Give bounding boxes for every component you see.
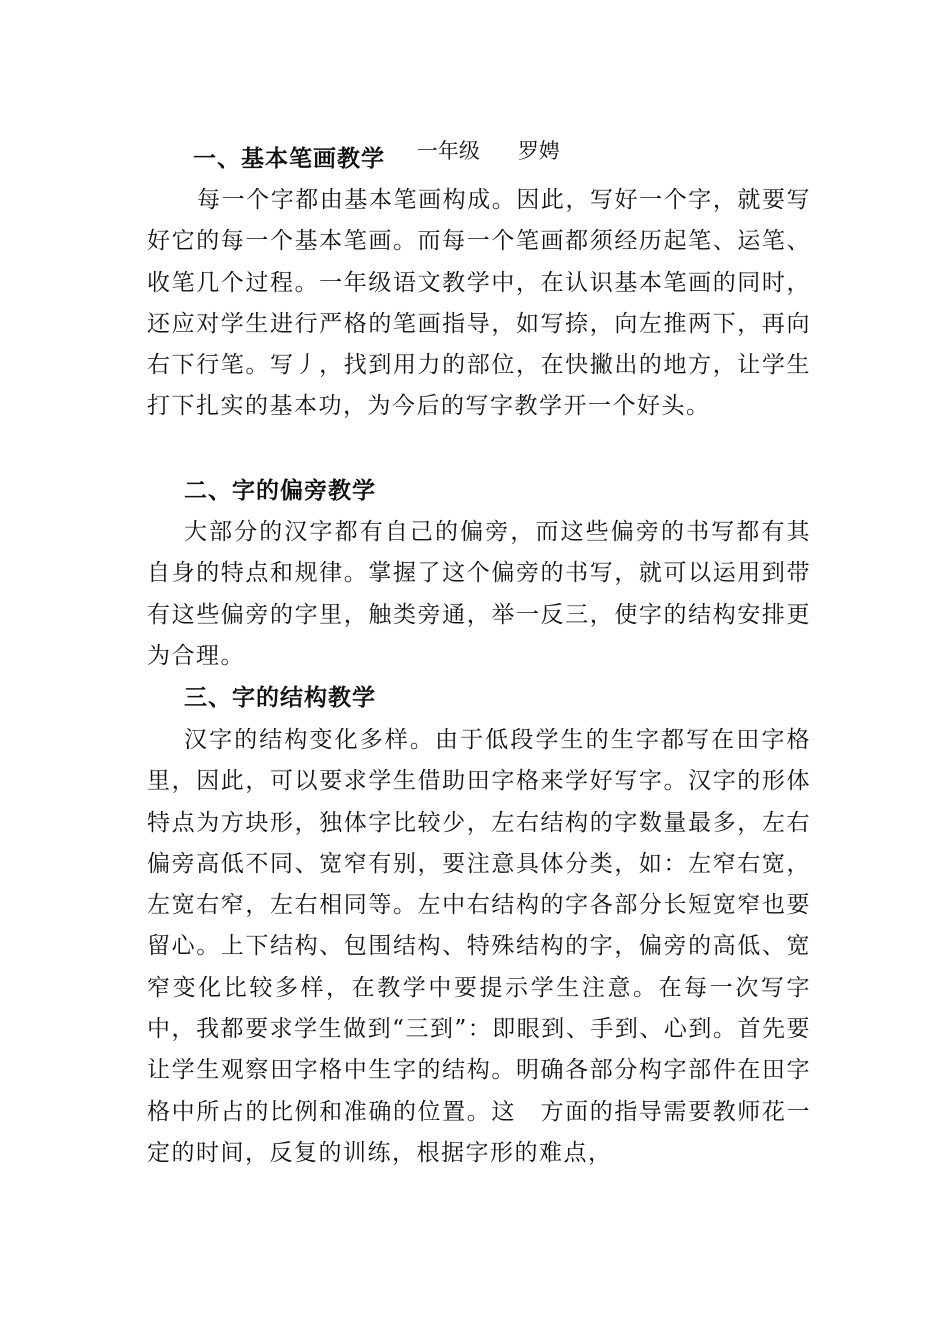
section-heading-1: 一、基本笔画教学 <box>193 146 385 172</box>
section-heading-3: 三、字的结构教学 <box>184 685 376 711</box>
grade-label: 一年级 <box>416 139 480 163</box>
section-heading-2: 二、字的偏旁教学 <box>184 478 376 504</box>
section-body-1: 每一个字都由基本笔画构成。因此，写好一个字，就要写好它的每一个基本笔画。而每一个笔画都须经历起笔、运笔、收笔几个过程。一年级语文教学中，在认识基本笔画的同时，还应对学生进行严格的笔画指导，如写捺，向左推两下，再向右下行笔。写丿，找到用力的部位，在快撇出的地方，让学生打下扎实的基本功，为今后的写字教学开一个好头。 <box>147 187 811 420</box>
section-body-2: 大部分的汉字都有自己的偏旁，而这些偏旁的书写都有其自身的特点和规律。掌握了这个偏旁的书写，就可以运用到带有这些偏旁的字里，触类旁通，举一反三，使字的结构安排更为合理。 <box>147 519 811 669</box>
author-name: 罗娉 <box>517 139 560 163</box>
section-body-3: 汉字的结构变化多样。由于低段学生的生字都写在田字格里，因此，可以要求学生借助田字格来学好写字。汉字的形体特点为方块形，独体字比较少，左右结构的字数量最多，左右偏旁高低不同、宽窄有别，要注意具体分类，如：左窄右宽，左宽右窄，左右相同等。左中右结构的字各部分长短宽窄也要留心。上下结构、包围结构、特殊结构的字，偏旁的高低、宽窄变化比较多样，在教学中要提示学生注意。在每一次写字中，我都要求学生做到“三到”：即眼到、手到、心到。首先要让学生观察田字格中生字的结构。明确各部分构字部件在田字格中所占的比例和准确的位置。这 方面的指导需要教师花一定的时间，反复的训练，根据字形的难点， <box>147 727 811 1166</box>
